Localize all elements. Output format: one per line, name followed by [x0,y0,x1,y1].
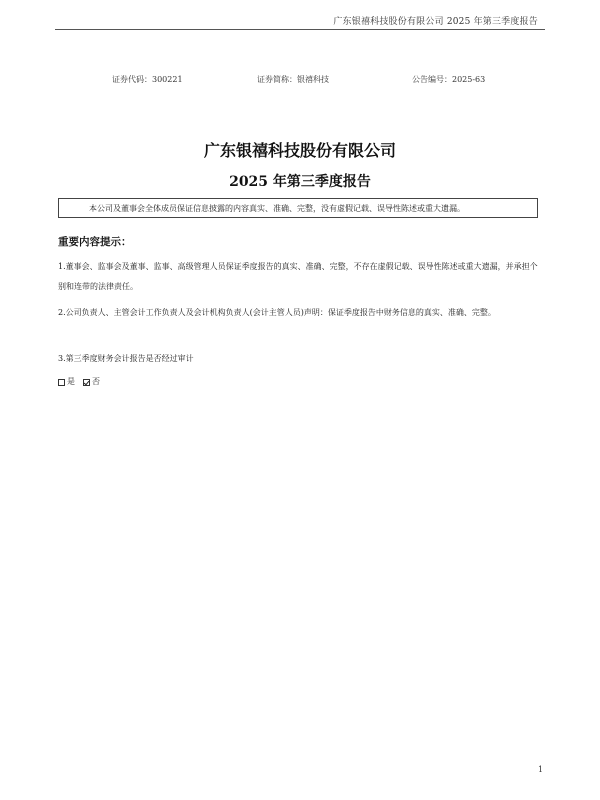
option-yes-label: 是 [67,377,75,386]
notice-item-2: 2.公司负责人、主管会计工作负责人及会计机构负责人(会计主管人员)声明：保证季度报告中财务信息的真实、准确、完整。 [58,308,496,317]
checkbox-yes[interactable] [58,379,65,386]
disclosure-statement-box: 本公司及董事会全体成员保证信息披露的内容真实、准确、完整，没有虚假记载、误导性陈述或重大遗漏。 [58,198,538,218]
report-title: 2025 年第三季度报告 [229,174,371,190]
header-divider [55,29,545,30]
stock-short-name: 证券简称：银禧科技 [257,75,329,84]
announcement-number: 公告编号：2025-63 [412,75,486,84]
option-no-label: 否 [92,377,100,386]
page-number: 1 [538,765,544,774]
important-notice-heading: 重要内容提示： [58,236,132,248]
notice-item-1: 1.董事会、监事会及董事、监事、高级管理人员保证季度报告的真实、准确、完整，不存在虚假记载、误导性陈述或重大遗漏，并承担个别和连带的法律责任。 [58,262,538,291]
stock-code: 证券代码：300221 [112,75,183,84]
checkbox-no-checked[interactable] [83,379,90,386]
notice-item-3: 3.第三季度财务会计报告是否经过审计 [58,354,194,363]
company-title: 广东银禧科技股份有限公司 [203,141,396,160]
audit-options [58,372,538,392]
running-header: 广东银禧科技股份有限公司 2025 年第三季度报告 [333,17,538,27]
